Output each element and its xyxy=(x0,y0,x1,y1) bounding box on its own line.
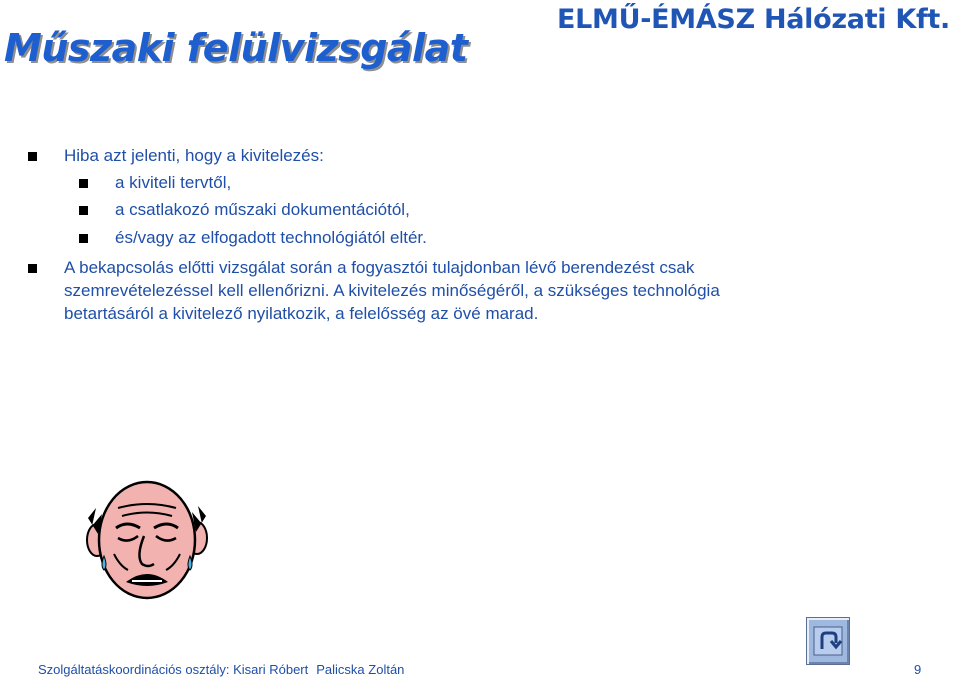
bullet-square-icon xyxy=(79,234,88,243)
bullet-main-2 xyxy=(64,256,720,325)
bullet-sub-3: és/vagy az elfogadott technológiától eltér. xyxy=(115,228,427,247)
bullet-sub-2: a csatlakozó műszaki dokumentációtól, xyxy=(115,200,410,219)
bullet-main-2-line-2: szemrevételezéssel kell ellenőrizni. A kivitelezés minőségéről, a szükséges technológia xyxy=(64,281,720,300)
company-logo: ELMŰ-ÉMÁSZ Hálózati Kft. xyxy=(556,4,950,35)
return-arrow-icon xyxy=(812,625,844,657)
bullet-square-icon xyxy=(79,206,88,215)
bullet-main-2-line-3: betartásáról a kivitelező nyilatkozik, a felelősség az övé marad. xyxy=(64,304,539,323)
slide-title: Műszaki felülvizsgálat xyxy=(4,26,468,70)
bullet-main-2-line-1: A bekapcsolás előtti vizsgálat során a fogyasztói tulajdonban lévő berendezést csak xyxy=(64,258,695,277)
crying-face-icon xyxy=(82,478,212,608)
bullet-square-icon xyxy=(79,179,88,188)
bullet-main-1: Hiba azt jelenti, hogy a kivitelezés: xyxy=(64,146,324,165)
bullet-square-icon xyxy=(28,264,37,273)
bullet-sub-1: a kiviteli tervtől, xyxy=(115,173,232,192)
footer xyxy=(38,662,404,677)
footer-department: Szolgáltatáskoordinációs osztály: Kisari Róbert xyxy=(38,662,309,677)
footer-author: Palicska Zoltán xyxy=(316,662,405,677)
back-button[interactable] xyxy=(806,617,850,665)
page-number: 9 xyxy=(914,662,922,677)
bullet-square-icon xyxy=(28,152,37,161)
